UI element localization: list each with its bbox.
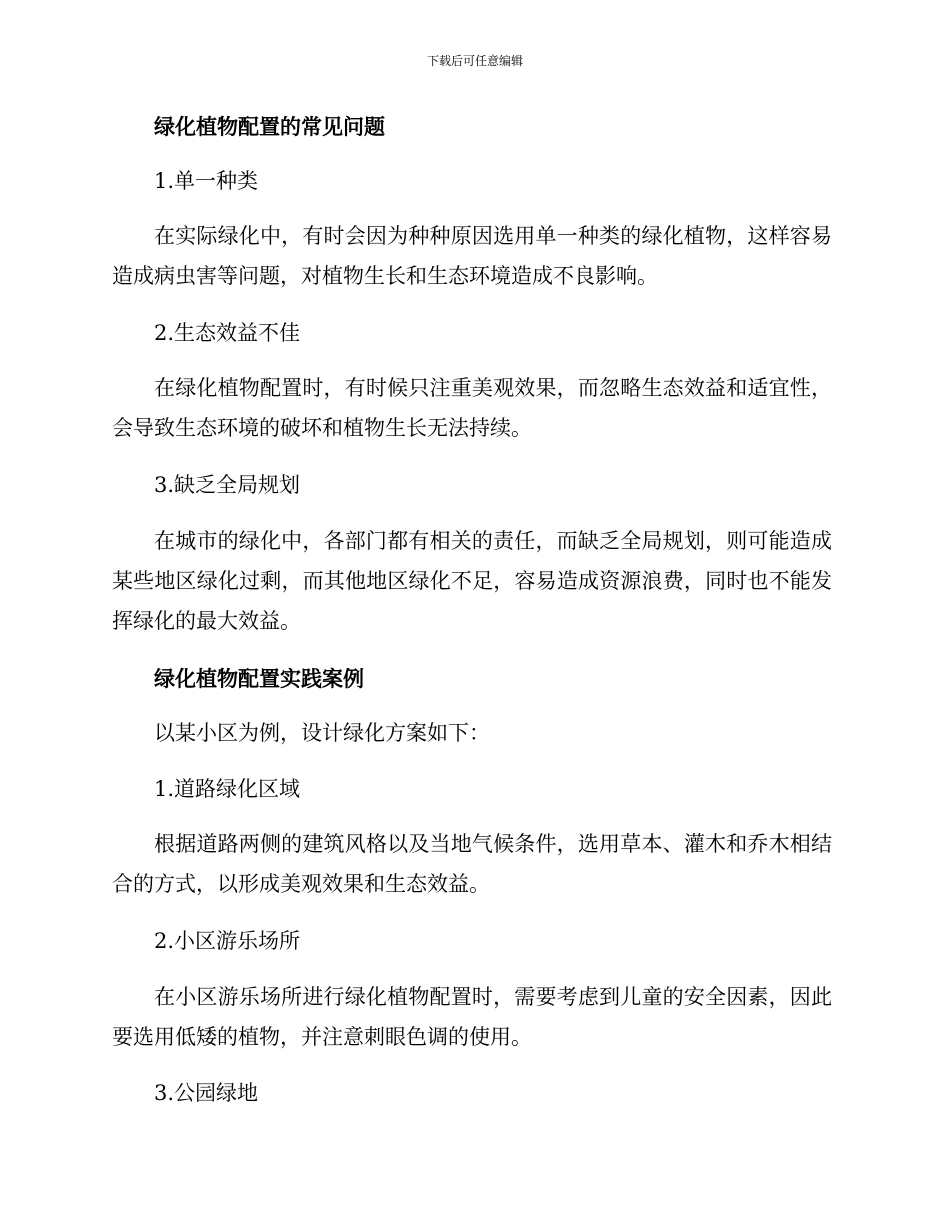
page-header: 下载后可任意编辑 (426, 54, 523, 68)
subheading-single-species: 1.单一种类 (154, 169, 259, 193)
paragraph-poor-ecology: 在绿化植物配置时，有时候只注重美观效果，而忽略生态效益和适宜性，会导致生态环境的破坏和植物生长无法持续。 (112, 376, 832, 440)
paragraph-case-intro: 以某小区为例，设计绿化方案如下： (154, 721, 490, 745)
paragraph-playground: 在小区游乐场所进行绿化植物配置时，需要考虑到儿童的安全因素，因此要选用低矮的植物，并注意刺眼色调的使用。 (112, 985, 832, 1049)
subheading-playground: 2.小区游乐场所 (154, 929, 301, 953)
section-heading-problems: 绿化植物配置的常见问题 (154, 114, 385, 139)
section-heading-case-study: 绿化植物配置实践案例 (154, 666, 364, 691)
subheading-poor-ecology: 2.生态效益不佳 (154, 321, 301, 345)
subheading-park-green: 3.公园绿地 (154, 1081, 259, 1105)
subheading-road-greening: 1.道路绿化区域 (154, 777, 301, 801)
paragraph-no-global-plan: 在城市的绿化中，各部门都有相关的责任，而缺乏全局规划，则可能造成某些地区绿化过剩，而其他地区绿化不足，容易造成资源浪费，同时也不能发挥绿化的最大效益。 (112, 529, 832, 633)
paragraph-road-greening: 根据道路两侧的建筑风格以及当地气候条件，选用草本、灌木和乔木相结合的方式，以形成美观效果和生态效益。 (112, 832, 832, 896)
subheading-no-global-plan: 3.缺乏全局规划 (154, 473, 301, 497)
paragraph-single-species: 在实际绿化中，有时会因为种种原因选用单一种类的绿化植物，这样容易造成病虫害等问题，对植物生长和生态环境造成不良影响。 (112, 224, 832, 288)
